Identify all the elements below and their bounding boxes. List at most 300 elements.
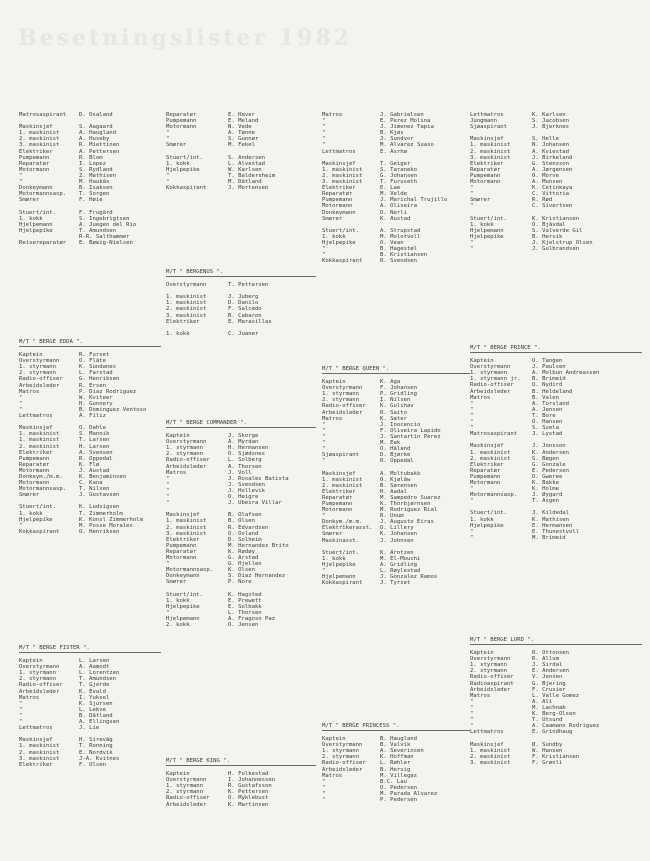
crew-name: B. Kristiansen bbox=[380, 252, 428, 259]
crew-name: D. Solheim bbox=[228, 536, 262, 543]
crew-name: E. Prewett bbox=[228, 597, 262, 604]
crew-role: Motormann bbox=[166, 124, 197, 131]
crew-role: 2. maskinist bbox=[470, 753, 511, 760]
crew-role: Elektriker bbox=[19, 148, 53, 155]
crew-role: 2. maskinist bbox=[322, 172, 363, 179]
crew-name: B. Haugland bbox=[380, 736, 418, 743]
crew-role: Lettmatros bbox=[19, 725, 53, 732]
crew-role: 3. maskinist bbox=[470, 154, 511, 161]
crew-name: L. Røhler bbox=[380, 760, 411, 767]
crew-role: " bbox=[322, 440, 326, 447]
crew-name: K. Karlsen bbox=[532, 112, 566, 118]
crew-role: Overstyrmann bbox=[322, 742, 363, 749]
title-underline bbox=[166, 765, 316, 766]
crew-role: Stuert/int. bbox=[470, 510, 508, 517]
crew-role: 1. styrmann bbox=[322, 391, 360, 398]
crew-role: Overstyrmann bbox=[166, 439, 207, 446]
crew-role: Pumpemann bbox=[19, 455, 50, 462]
crew-row bbox=[322, 538, 470, 544]
crew-role: 3. maskinist bbox=[166, 530, 207, 537]
crew-role: 3. maskinist bbox=[470, 759, 511, 766]
crew-name: M. Villegas bbox=[380, 772, 418, 779]
crew-role: 1. kokk bbox=[166, 160, 190, 167]
crew-role: " bbox=[322, 433, 326, 440]
crew-role: Overstyrmann bbox=[166, 282, 207, 289]
crew-name: J. Santartin Pérez bbox=[380, 433, 441, 440]
crew-role: Pumpemann bbox=[322, 197, 353, 204]
crew-name: K. Evald bbox=[79, 688, 106, 695]
crew-role: Reparatør bbox=[166, 548, 197, 555]
crew-name: M. Fekel bbox=[228, 142, 255, 149]
crew-row bbox=[166, 500, 316, 506]
crew-role: Kaptein bbox=[470, 358, 494, 365]
crew-name: G. Årstad bbox=[228, 554, 259, 561]
crew-name: O. Gweree bbox=[532, 473, 563, 480]
crew-name: G. Hjellen bbox=[228, 561, 262, 568]
crew-role: Arbeidsleder bbox=[322, 409, 363, 416]
crew-name: M. Velde bbox=[380, 191, 407, 198]
crew-name: T. Åsgen bbox=[532, 498, 559, 505]
crew-row bbox=[19, 240, 161, 246]
crew-role: Kaptein bbox=[322, 379, 346, 386]
crew-role: Motormann bbox=[19, 166, 50, 173]
crew-name: L. Røylestad bbox=[380, 568, 421, 574]
crew-role: Hjelpepike bbox=[19, 516, 53, 523]
crew-name: K. Berg-Olsen bbox=[532, 711, 576, 718]
crew-name: A. Haugland bbox=[79, 130, 117, 137]
crew-row bbox=[166, 331, 316, 337]
ship-title: M/T " BERGE COMMANDER ". bbox=[166, 420, 247, 426]
crew-name: A. Filiz bbox=[79, 413, 106, 420]
crew-role: Elektriker bbox=[166, 536, 200, 543]
crew-role: " bbox=[322, 136, 326, 143]
crew-role: Reparatør bbox=[166, 112, 197, 118]
crew-role: Kaptein bbox=[470, 650, 494, 657]
crew-role: Lettmatros bbox=[19, 413, 53, 420]
crew-name: O. Vean bbox=[380, 239, 404, 246]
crew-name: S. Taraneko bbox=[380, 166, 418, 173]
crew-role: Motormannsasp. bbox=[19, 486, 67, 493]
crew-role: Radio-offiser bbox=[166, 795, 210, 802]
crew-name: O. Henriksen bbox=[79, 528, 120, 535]
crew-role: 2. maskinist bbox=[19, 749, 60, 756]
crew-role: " bbox=[322, 784, 326, 791]
title-underline bbox=[322, 373, 470, 374]
crew-name: J. Sundvor bbox=[380, 136, 414, 143]
crew-name: J. Tyrset bbox=[380, 580, 411, 587]
crew-name: J. Augusto Eiras bbox=[380, 519, 434, 526]
crew-role: Matros bbox=[470, 692, 491, 699]
crew-name: F. Kristiansen bbox=[532, 753, 580, 760]
crew-role: Motormann bbox=[166, 554, 197, 561]
crew-row bbox=[166, 579, 316, 585]
crew-name: A. Severinsen bbox=[380, 748, 424, 755]
crew-name: F. Grønli bbox=[532, 759, 563, 766]
crew-role: Kaptein bbox=[166, 771, 190, 778]
crew-name: E. Hermansen bbox=[532, 522, 573, 529]
crew-name: D. Osaland bbox=[79, 112, 113, 118]
crew-name: J. Gulbrandsen bbox=[532, 246, 580, 253]
crew-name: A. Aamodt bbox=[79, 664, 110, 671]
crew-name: K. Hagsted bbox=[228, 591, 262, 598]
crew-name: H. Aadal bbox=[380, 488, 407, 495]
crew-role: Arbeidsleder bbox=[166, 463, 207, 470]
crew-name: K. Hoffman bbox=[380, 754, 414, 761]
crew-role: Hjelpepike bbox=[322, 561, 356, 568]
crew-role: 2. kokk bbox=[166, 622, 190, 628]
crew-name: G. Henriksen bbox=[79, 376, 120, 383]
crew-role: Matros bbox=[322, 772, 343, 779]
crew-name: B. Olsen bbox=[228, 518, 255, 525]
crew-name: T. Nilsen bbox=[79, 486, 110, 493]
crew-name: K. Gulihav bbox=[380, 403, 414, 410]
crew-role: Maskinsjef bbox=[19, 737, 53, 744]
crew-name: K. Cetinkaya bbox=[532, 185, 573, 192]
crew-role: Matrosaspirant bbox=[470, 431, 518, 438]
crew-name: K. Austad bbox=[380, 215, 411, 222]
crew-role: Kaptein bbox=[19, 658, 43, 665]
crew-role: Stuert/int. bbox=[166, 154, 204, 161]
crew-name: R. Allum bbox=[532, 656, 559, 663]
crew-name: K. Aga bbox=[380, 379, 401, 386]
crew-name: G. Stensson bbox=[532, 160, 570, 167]
crew-name: G. Bjering bbox=[532, 680, 566, 687]
crew-role: Motormannsasp. bbox=[19, 191, 67, 198]
crew-name: J. Mortensen bbox=[228, 185, 269, 192]
crew-name: I. Johannessen bbox=[228, 777, 276, 784]
crew-name: O. Morve bbox=[532, 172, 559, 179]
crew-name: P. Diaz Rodriguez bbox=[79, 388, 137, 395]
crew-role: Hjelpemann bbox=[166, 615, 200, 622]
crew-role: 1. maskinist bbox=[470, 747, 511, 754]
crew-name: M. Haukås bbox=[79, 179, 110, 186]
crew-role: Kokkaspirant bbox=[166, 185, 207, 192]
crew-role: " bbox=[470, 717, 474, 724]
crew-name: J. Ubeira Villar bbox=[228, 500, 282, 507]
crew-role: " bbox=[166, 130, 170, 137]
crew-row bbox=[166, 282, 316, 288]
crew-name: K. Sjursen bbox=[79, 700, 113, 707]
crew-role: Motormann bbox=[470, 479, 501, 486]
crew-role: " bbox=[470, 406, 474, 413]
crew-role: Elektriker bbox=[166, 318, 200, 325]
crew-name: S. Gunnør bbox=[228, 136, 259, 143]
crew-role: Motormann bbox=[470, 179, 501, 186]
crew-row bbox=[19, 492, 161, 498]
crew-row bbox=[470, 760, 642, 766]
crew-role: 2. maskinist bbox=[19, 136, 60, 143]
crew-role: Maskinsjef bbox=[470, 741, 504, 748]
crew-row bbox=[19, 762, 161, 768]
crew-name: W. Kviteer bbox=[79, 394, 113, 401]
crew-name: C. Vittoria bbox=[532, 191, 570, 198]
crew-role: Overstyrmann bbox=[322, 385, 363, 392]
crew-role: Stuert/int. bbox=[322, 227, 360, 234]
crew-role: 3. maskinist bbox=[19, 142, 60, 149]
crew-name: E. Thunestvoll bbox=[532, 528, 580, 535]
crew-name: T. Amundsen bbox=[79, 676, 117, 683]
crew-role: Matros bbox=[322, 415, 343, 422]
crew-name: J. Sirdal bbox=[532, 662, 563, 669]
crew-role: Overstyrmann bbox=[470, 656, 511, 663]
crew-role: Maskinasst. bbox=[322, 537, 360, 544]
crew-role: 1. maskinist bbox=[19, 130, 60, 137]
crew-row bbox=[470, 203, 642, 209]
crew-role: Hjelpepike bbox=[166, 166, 200, 173]
crew-role: Hjelpemann bbox=[470, 227, 504, 234]
crew-role: " bbox=[470, 246, 474, 253]
crew-name: J. Marichal Trujillo bbox=[380, 197, 448, 204]
crew-role: Hjelpepike bbox=[166, 603, 200, 610]
crew-role: Reparatør bbox=[470, 467, 501, 474]
crew-role: Arbeidsleder bbox=[19, 382, 60, 389]
crew-role: " bbox=[470, 534, 474, 541]
crew-name: T. Larsen bbox=[79, 437, 110, 444]
crew-role: " bbox=[322, 446, 326, 453]
crew-role: 2. styrmann bbox=[166, 789, 204, 796]
crew-role: Reparatør bbox=[322, 494, 353, 501]
crew-name: K. Bakke bbox=[532, 479, 559, 486]
crew-name: K. Arntzen bbox=[380, 549, 414, 556]
crew-name: R. Oppedal bbox=[380, 458, 414, 465]
crew-row bbox=[470, 431, 642, 437]
crew-role: 1. maskinist bbox=[19, 437, 60, 444]
crew-role: " bbox=[166, 179, 170, 186]
crew-role: Matros bbox=[470, 394, 491, 401]
crew-name: R. Ersen bbox=[79, 382, 106, 389]
crew-name: C. Sivertsen bbox=[532, 203, 573, 210]
crew-role: Sjøaspirant bbox=[322, 452, 360, 459]
crew-name: B. Kjøs bbox=[380, 130, 404, 137]
crew-name: K. Andersen bbox=[532, 449, 570, 456]
crew-name: B. Valvik bbox=[380, 742, 411, 749]
crew-name: S. Andersen bbox=[228, 154, 266, 161]
crew-row bbox=[19, 197, 161, 203]
crew-role: Elektriker bbox=[470, 461, 504, 468]
crew-name: G. Gonzale bbox=[532, 461, 566, 468]
crew-role: 1. kokk bbox=[322, 555, 346, 562]
crew-name: S. Helle bbox=[532, 136, 559, 143]
title-underline bbox=[19, 652, 161, 653]
crew-role: " bbox=[166, 609, 170, 616]
crew-name: E. Meland bbox=[228, 118, 259, 125]
ship-title: M/T " BERGE EDDA ". bbox=[19, 339, 83, 345]
crew-role: Pumpemann bbox=[19, 154, 50, 161]
crew-role: " bbox=[19, 719, 23, 726]
title-underline bbox=[166, 276, 316, 277]
crew-role: 1. maskinist bbox=[166, 300, 207, 307]
crew-name: L. Farstad bbox=[79, 370, 113, 377]
crew-role: Hjelpepike bbox=[322, 239, 356, 246]
crew-name: J. Hollevik bbox=[228, 487, 266, 494]
crew-role: 1. kokk bbox=[19, 510, 43, 517]
crew-role: " bbox=[322, 421, 326, 428]
crew-role: 1. styrmann bbox=[166, 445, 204, 452]
crew-role: " bbox=[470, 704, 474, 711]
crew-role: 3. maskinist bbox=[19, 755, 60, 762]
crew-role: Pumpemann bbox=[166, 118, 197, 125]
crew-role: Motormann bbox=[322, 507, 353, 514]
crew-role: 1. kokk bbox=[166, 330, 190, 337]
crew-row bbox=[322, 458, 470, 464]
crew-role: Donkeym./m.m. bbox=[19, 473, 63, 480]
crew-name: R. Miettinen bbox=[79, 142, 120, 149]
crew-name: L. Valle Gomez bbox=[532, 692, 580, 699]
crew-name: J. Lystad bbox=[532, 431, 563, 438]
crew-role: Radio-offiser bbox=[470, 674, 514, 681]
crew-name: E. Andersen bbox=[532, 668, 570, 675]
crew-role: Elektriker bbox=[322, 488, 356, 495]
crew-row bbox=[19, 413, 161, 419]
crew-role: 2. maskinist bbox=[19, 443, 60, 450]
crew-role: " bbox=[166, 494, 170, 501]
crew-row bbox=[470, 246, 642, 252]
crew-role: Motormann bbox=[322, 203, 353, 210]
crew-name: A. Oliveira bbox=[380, 203, 418, 210]
crew-name: J. Paulsen bbox=[532, 364, 566, 371]
crew-role: " bbox=[322, 124, 326, 131]
crew-name: E. Marasillas bbox=[228, 318, 272, 325]
crew-name: M. Dåtland bbox=[228, 179, 262, 186]
crew-role: Matros bbox=[19, 388, 40, 395]
crew-name: B. Brimeid bbox=[532, 376, 566, 383]
crew-name: K. Kristiansen bbox=[532, 215, 580, 222]
crew-name: A. Caamano Rodriguez bbox=[532, 723, 600, 730]
crew-role: Smører bbox=[322, 215, 343, 222]
crew-name: B. Hervik bbox=[532, 233, 563, 240]
crew-role: Reparatør bbox=[470, 166, 501, 173]
crew-name: K. Benjaminsen bbox=[79, 473, 127, 480]
crew-name: T. Furuseth bbox=[380, 179, 418, 186]
crew-name: A. Svensen bbox=[79, 449, 113, 456]
crew-name: J. Øygard bbox=[532, 492, 563, 499]
crew-role: Pumpemann bbox=[470, 473, 501, 480]
crew-name: I. Yuksel bbox=[79, 694, 110, 701]
crew-role: 1. maskinist bbox=[19, 431, 60, 438]
crew-role: " bbox=[322, 252, 326, 259]
crew-role: " bbox=[322, 778, 326, 785]
crew-row bbox=[166, 802, 316, 808]
crew-block bbox=[322, 366, 470, 586]
crew-name: A. Torsland bbox=[532, 400, 570, 407]
crew-role: " bbox=[322, 458, 326, 465]
crew-role: 2. maskinist bbox=[322, 482, 363, 489]
crew-name: A. Juegen del Rio bbox=[79, 221, 137, 228]
crew-name: L. Solberg bbox=[228, 457, 262, 464]
crew-row bbox=[166, 142, 316, 148]
crew-name: K. Pettersen bbox=[228, 789, 269, 796]
crew-role: " bbox=[470, 425, 474, 432]
ship-title: M/T " BERGE PRINCE ". bbox=[470, 345, 541, 351]
crew-name: J. Bjerknes bbox=[532, 124, 570, 131]
crew-name: M. Eek bbox=[380, 440, 401, 447]
crew-role: 1. styrmann bbox=[322, 748, 360, 755]
crew-name: K. Holme bbox=[532, 486, 559, 493]
crew-role: 1. maskinist bbox=[322, 476, 363, 483]
crew-name: H. Hermansen bbox=[228, 445, 269, 452]
crew-role: Jungmann bbox=[470, 118, 497, 125]
crew-name: R. Unum bbox=[380, 513, 404, 520]
crew-name: R. Blom bbox=[79, 154, 103, 161]
ship-title: M/T " BERGE LORD ". bbox=[470, 637, 534, 643]
crew-name: N. Johansen bbox=[532, 142, 570, 149]
crew-role: Motormann bbox=[19, 467, 50, 474]
crew-name: A. Thorsen bbox=[228, 463, 262, 470]
crew-role: 1. maskinist bbox=[166, 518, 207, 525]
crew-name: A. Gridling bbox=[380, 561, 418, 568]
crew-role: Stuert/int. bbox=[166, 591, 204, 598]
crew-role: Lettmatros bbox=[322, 148, 356, 155]
crew-role: Kokkaspirant bbox=[19, 528, 60, 535]
crew-role: " bbox=[19, 700, 23, 707]
crew-role: " bbox=[470, 185, 474, 192]
crew-name: J-A. Kvitnes bbox=[79, 755, 120, 762]
crew-role: Radio-offiser bbox=[470, 382, 514, 389]
crew-role: " bbox=[470, 400, 474, 407]
crew-name: O. Fläte bbox=[79, 358, 106, 365]
crew-row bbox=[322, 258, 470, 264]
faded-page-heading: Besetningslister 1982 bbox=[18, 25, 352, 51]
crew-block bbox=[322, 723, 470, 803]
crew-name: K. Mathisen bbox=[532, 516, 570, 523]
crew-role: " bbox=[322, 568, 326, 574]
crew-row bbox=[322, 216, 470, 222]
crew-role: Donkeymann bbox=[19, 185, 53, 192]
crew-role: " bbox=[470, 698, 474, 705]
crew-name: R. Rød bbox=[532, 197, 553, 204]
crew-name: E. Haver bbox=[228, 112, 255, 118]
crew-name: E. Nordvik bbox=[79, 749, 113, 756]
crew-name: M. Parada Alvarez bbox=[380, 790, 438, 797]
crew-name: E. Lae bbox=[380, 185, 401, 192]
crew-name: J. Jimenez Tapia bbox=[380, 124, 434, 131]
crew-name: O. Sjødsnes bbox=[228, 451, 266, 458]
crew-name: T. Amundsen bbox=[79, 227, 117, 234]
crew-role: 2. styrmann bbox=[19, 370, 57, 377]
crew-name: B. Hagestøl bbox=[380, 246, 418, 253]
crew-name: A. Munsen bbox=[532, 179, 563, 186]
crew-role: " bbox=[166, 561, 170, 568]
crew-role: 1. maskinist bbox=[166, 294, 207, 301]
crew-name: M. Hernandez Brito bbox=[228, 542, 289, 549]
crew-role: Matros bbox=[322, 112, 343, 118]
crew-role: 2. maskinist bbox=[166, 524, 207, 531]
crew-name: O. Heigre bbox=[228, 494, 259, 501]
crew-role: Smører bbox=[19, 492, 40, 499]
crew-role: Elektrikerasst. bbox=[322, 525, 373, 532]
crew-row bbox=[322, 149, 470, 155]
crew-name: J. Austad bbox=[79, 467, 110, 474]
crew-name: A. Tønne bbox=[228, 130, 255, 137]
crew-name: F. Frugård bbox=[79, 209, 113, 216]
crew-name: P. Gridling bbox=[380, 391, 418, 398]
crew-name: M. El-Mouchi bbox=[380, 555, 421, 562]
crew-name: R. Ottonsen bbox=[532, 650, 570, 657]
crew-role: Maskinsjef bbox=[470, 136, 504, 143]
crew-role: Maskinsjef bbox=[19, 124, 53, 131]
crew-name: C. Juaner bbox=[228, 330, 259, 337]
crew-role: " bbox=[322, 142, 326, 149]
crew-role: Kokkaspirant bbox=[322, 258, 363, 265]
crew-name: M. Lachnab bbox=[532, 704, 566, 711]
crew-name: B. Valen bbox=[532, 394, 559, 401]
crew-name: R-R. Salthammer bbox=[79, 233, 130, 240]
crew-name: B. Olafsen bbox=[228, 512, 262, 519]
crew-name: T. Gjerde bbox=[79, 682, 110, 689]
crew-row bbox=[470, 729, 642, 735]
crew-name: O. Myklebust bbox=[228, 795, 269, 802]
crew-role: 1. styrmann bbox=[470, 370, 508, 377]
